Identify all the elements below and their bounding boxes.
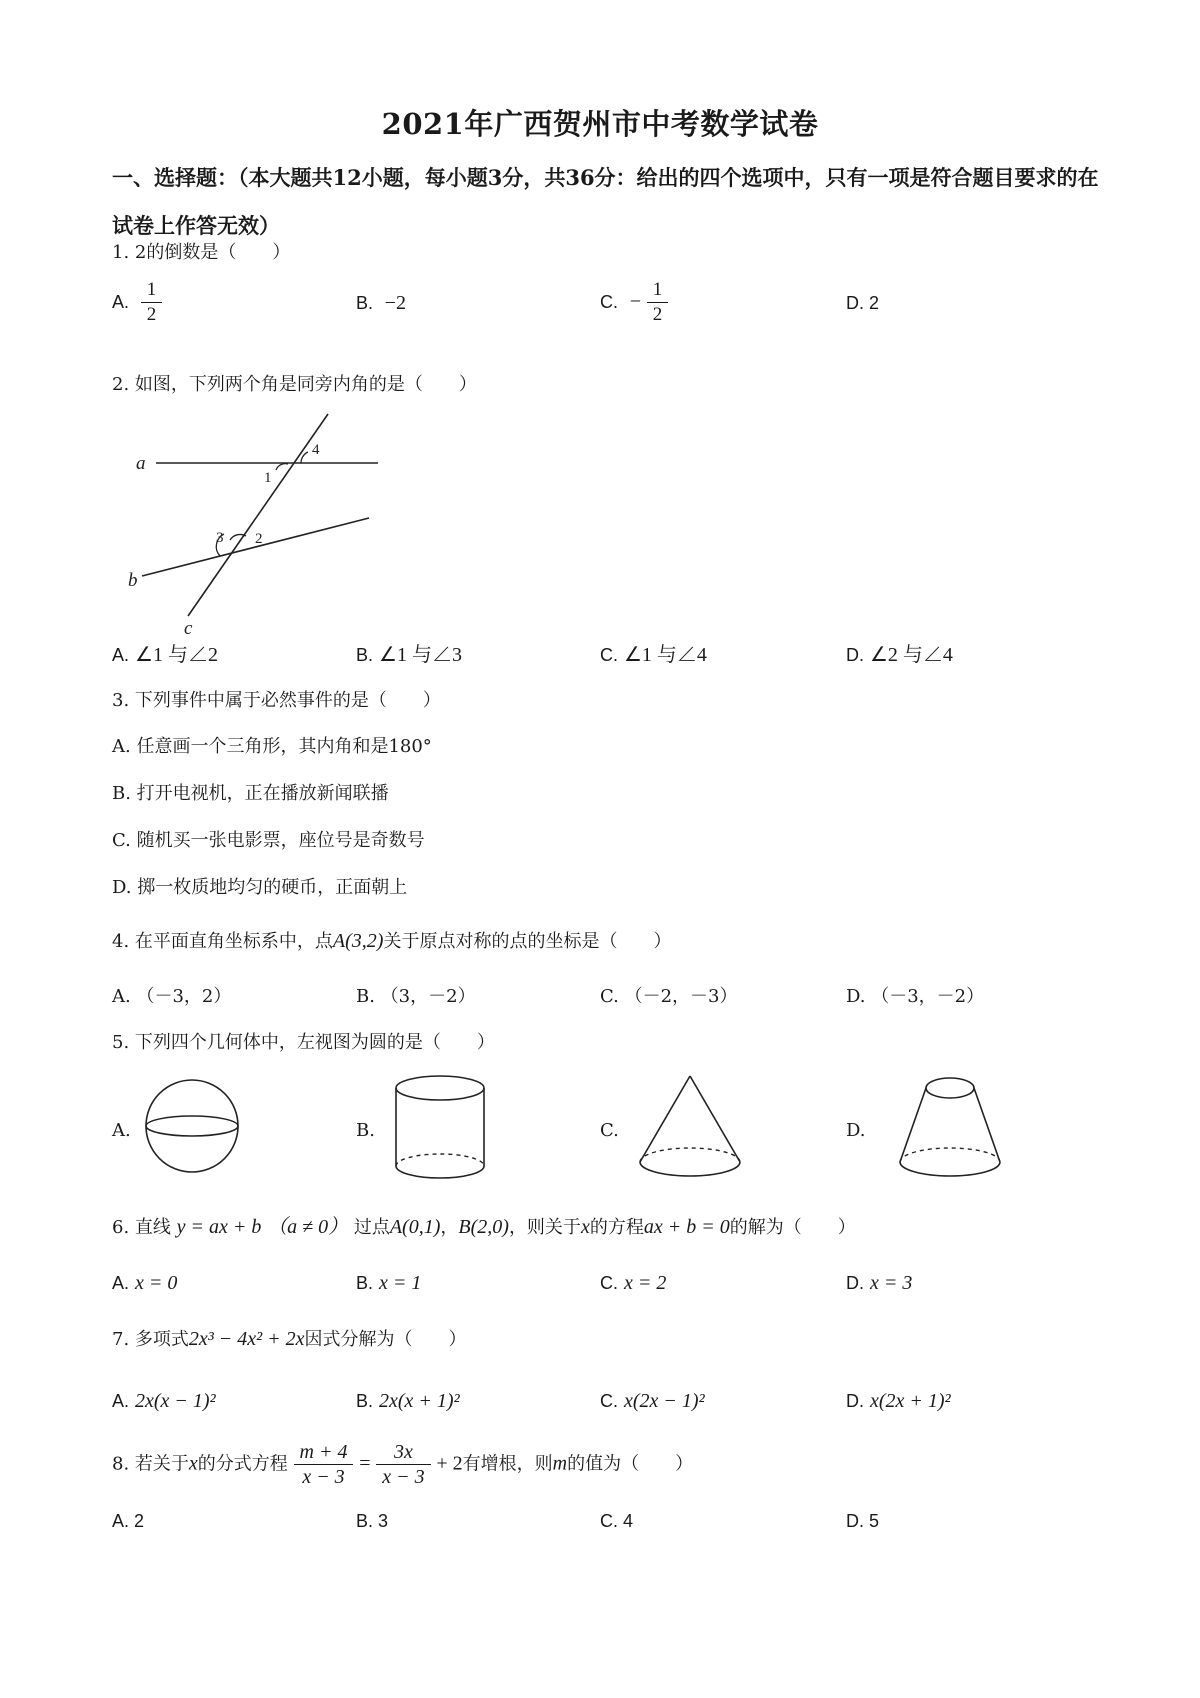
q8-option-d[interactable]: D. 5 — [846, 1511, 880, 1531]
q3-option-b[interactable]: B. 打开电视机，正在播放新闻联播 — [112, 783, 389, 804]
q5-option-d-label[interactable]: D. — [846, 1120, 866, 1141]
q6-option-b[interactable]: B. x = 1 — [356, 1272, 422, 1294]
q1-option-b[interactable] — [356, 290, 406, 317]
point-b: B(2,0) — [458, 1216, 509, 1238]
q1-option-d[interactable]: D. 2 — [846, 293, 880, 313]
point-a: A(0,1) — [389, 1216, 441, 1238]
fraction-right: $\frac{3x}{x - 3}$ — [379, 1440, 427, 1489]
question-2-stem: 2. 如图，下列两个角是同旁内角的是（ ） — [112, 374, 477, 395]
question-1-stem: 1. 2的倒数是（ ） — [112, 242, 291, 263]
q5-option-b-label[interactable]: B. — [356, 1120, 375, 1141]
question-3-stem: 3. 下列事件中属于必然事件的是（ ） — [112, 690, 441, 711]
angle-1-label: 1 — [264, 470, 272, 486]
question-6-stem: 6. 直线 y = ax + b （a ≠ 0） 过点A(0,1)，B(2,0)，则关于x的方程ax + b = 0的解为（ ） — [112, 1216, 856, 1238]
angles-figure — [128, 408, 388, 639]
q4-option-b[interactable]: B. （3，－2） — [356, 986, 476, 1007]
q4-option-d[interactable]: D. （－3，－2） — [846, 986, 985, 1007]
option-label: A. — [112, 291, 130, 312]
q8-option-a[interactable]: A. 2 — [112, 1511, 145, 1531]
q3-option-a[interactable]: A. 任意画一个三角形，其内角和是180° — [112, 736, 432, 757]
q2-option-a[interactable]: A. ∠1 与∠2 — [112, 644, 218, 666]
fraction: $\frac{1}{2}$ — [650, 278, 666, 327]
line-b-label: b — [128, 570, 138, 591]
q2-option-c[interactable]: C. ∠1 与∠4 — [600, 644, 707, 666]
question-8-stem: 8. 若关于x的分式方程 $\frac{m + 4}{x - 3}$ = $\frac{3x}{x - 3}$ + 2有增根，则m的值为（ ） — [112, 1441, 694, 1488]
angle-2-label: 2 — [255, 531, 263, 547]
condition: （a ≠ 0） — [267, 1216, 349, 1238]
q5-option-a-label[interactable]: A. — [112, 1120, 131, 1141]
q7-option-d[interactable]: D. x(2x + 1)² — [846, 1390, 951, 1412]
q7-option-b[interactable]: B. 2x(x + 1)² — [356, 1390, 460, 1412]
point-a: A(3,2) — [332, 930, 384, 952]
q6-option-a[interactable]: A. x = 0 — [112, 1272, 178, 1294]
line-a-label: a — [136, 453, 146, 474]
q7-option-c[interactable]: C. x(2x − 1)² — [600, 1390, 705, 1412]
q4-option-c[interactable]: C. （－2，－3） — [600, 986, 738, 1007]
q1-option-c[interactable] — [600, 278, 668, 327]
q6-option-d[interactable]: D. x = 3 — [846, 1272, 913, 1294]
sphere-figure[interactable] — [142, 1076, 242, 1176]
fraction-left: $\frac{m + 4}{x - 3}$ — [297, 1440, 351, 1489]
q7-option-a[interactable]: A. 2x(x − 1)² — [112, 1390, 216, 1412]
angle-4-label: 4 — [312, 442, 320, 458]
q8-option-b[interactable]: B. 3 — [356, 1511, 389, 1531]
q2-option-d[interactable]: D. ∠2 与∠4 — [846, 644, 953, 666]
option-value: −2 — [384, 292, 407, 314]
q2-option-b[interactable]: B. ∠1 与∠3 — [356, 644, 462, 666]
line-c-label: c — [184, 618, 193, 639]
option-label: C. — [600, 291, 618, 312]
option-label: B. — [356, 293, 374, 313]
page-title: 2021年广西贺州市中考数学试卷 — [381, 107, 819, 141]
cylinder-figure[interactable] — [392, 1074, 488, 1182]
line-equation: y = ax + b — [176, 1216, 262, 1238]
q8-option-c[interactable]: C. 4 — [600, 1511, 634, 1531]
q3-option-d[interactable]: D. 掷一枚质地均匀的硬币，正面朝上 — [112, 877, 408, 898]
q4-option-a[interactable]: A. （－3，2） — [112, 986, 232, 1007]
equation: ax + b = 0 — [643, 1216, 730, 1238]
q6-option-c[interactable]: C. x = 2 — [600, 1272, 667, 1294]
question-4-stem: 4. 在平面直角坐标系中，点A(3,2)关于原点对称的点的坐标是（ ） — [112, 930, 672, 952]
section-heading: 一、选择题：（本大题共12小题，每小题3分，共36分：给出的四个选项中，只有一项是符合题目要求的在试卷上作答无效） — [112, 165, 1099, 238]
q1-option-a[interactable] — [112, 278, 162, 327]
q5-option-c-label[interactable]: C. — [600, 1120, 619, 1141]
frustum-figure[interactable] — [896, 1074, 1004, 1184]
question-5-stem: 5. 下列四个几何体中，左视图为圆的是（ ） — [112, 1032, 495, 1053]
fraction: $\frac{1}{2}$ — [144, 278, 160, 327]
cone-figure[interactable] — [636, 1072, 744, 1184]
q3-option-c[interactable]: C. 随机买一张电影票，座位号是奇数号 — [112, 830, 425, 851]
angle-3-label: 3 — [216, 530, 224, 546]
minus-sign: − — [629, 290, 642, 313]
question-7-stem: 7. 多项式2x³ − 4x² + 2x因式分解为（ ） — [112, 1328, 467, 1350]
polynomial: 2x³ − 4x² + 2x — [188, 1328, 305, 1350]
